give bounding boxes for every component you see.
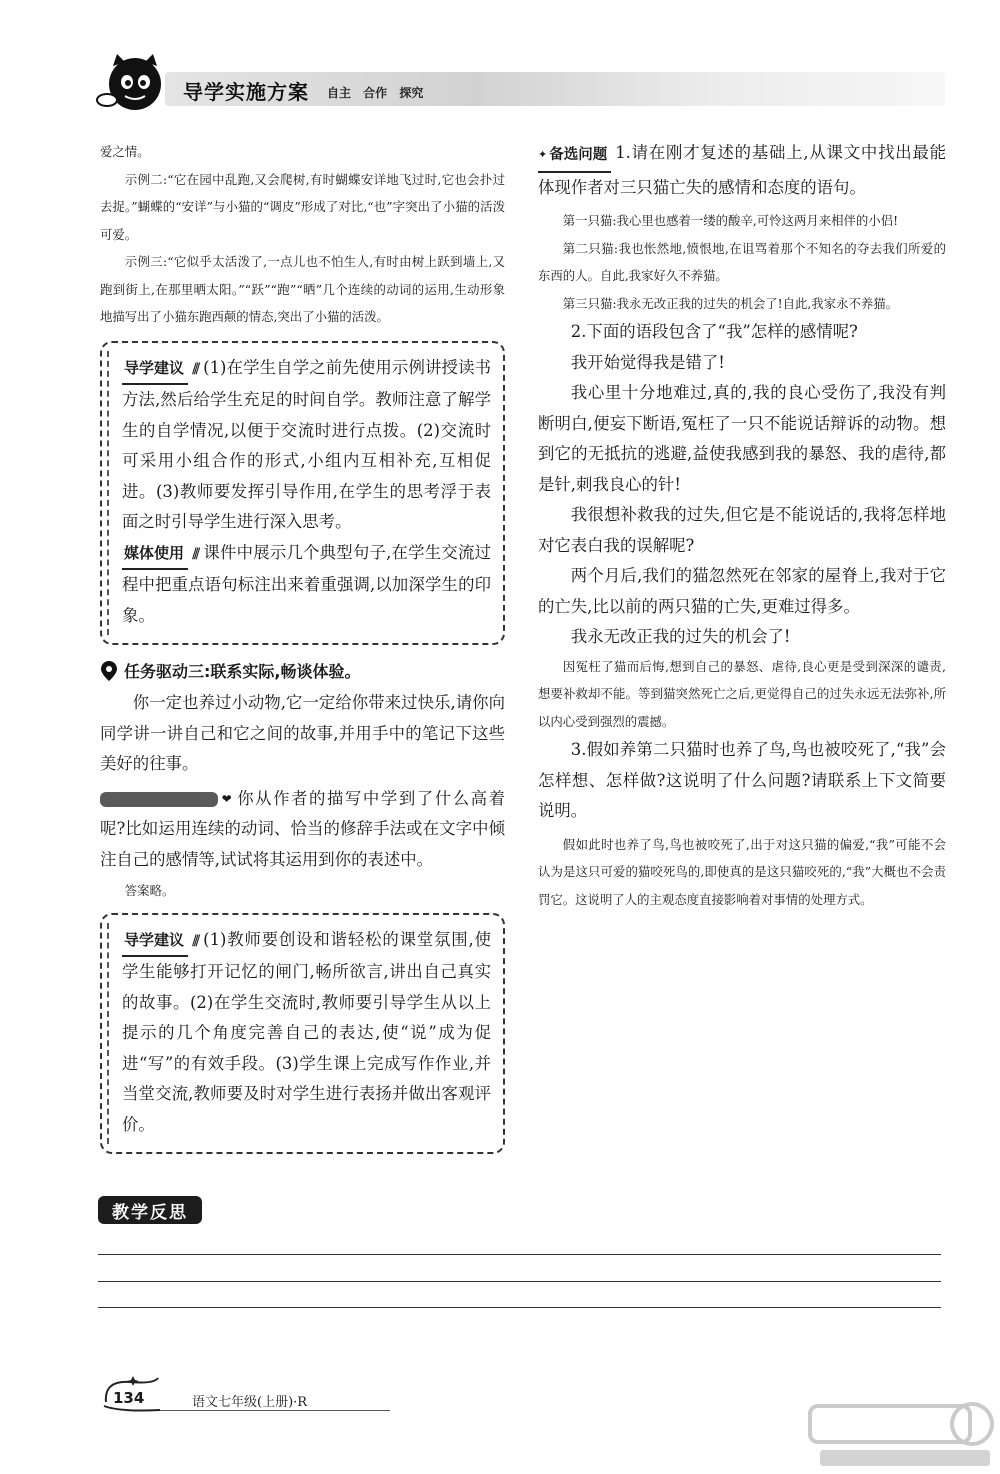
paragraph: 爱之情。	[100, 144, 150, 159]
quote-paragraph-2: 我心里十分地难过,真的,我的良心受伤了,我没有判断明白,便妄下断语,冤枉了一只不能说话辩诉的动物。想到它的无抵抗的逃避,益使我感到我的暴怒、我的虐待,都是针,刺我良心的针!	[538, 383, 946, 494]
guidance-body: (1)在学生自学之前先使用示例讲授读书方法,然后给学生充足的时间自学。教师注意了解学生的自学情况,以便于交流时进行点拨。(2)交流时可采用小组合作的形式,小组内互相补充,互相促进。(3)教师要发挥引导作用,在学生的思考浮于表面之时引导学生进行深入思考。	[122, 357, 491, 531]
writing-line[interactable]	[98, 1307, 941, 1308]
watermark-logo-icon	[800, 1398, 1000, 1472]
backup-question-1	[538, 138, 946, 203]
scribble-label-icon	[100, 792, 218, 807]
answer-1-cat3: 第三只猫:我永无改正我的过失的机会了!自此,我家永不养猫。	[562, 295, 899, 311]
slash-icon: ///	[192, 932, 198, 949]
header-title: 导学实施方案	[183, 80, 309, 104]
task-heading	[100, 659, 505, 682]
quote-paragraph-4: 两个月后,我们的猫忽然死在邻家的屋脊上,我对于它的亡失,比以前的两只猫的亡失,更难过得多。	[538, 566, 946, 616]
footer-rule	[160, 1410, 390, 1411]
sparkle-icon: ✦	[538, 148, 547, 161]
question-2: 2.下面的语段包含了“我”怎样的感情呢?	[570, 322, 858, 341]
guidance-tag-2: 导学建议	[122, 925, 188, 958]
reflection-title-text: 教学反思	[112, 1202, 188, 1223]
answer-1-cat2: 第二只猫:我也怅然地,愤恨地,在诅骂着那个不知名的夺去我们所爱的东西的人。自此,我家好久不养猫。	[538, 240, 946, 283]
book-title: 语文七年级(上册)·R	[192, 1395, 308, 1410]
question-1-text: 1.请在刚才复述的基础上,从课文中找出最能体现作者对三只猫亡失的感情和态度的语句。	[538, 143, 946, 197]
guidance-body-2: (1)教师要创设和谐轻松的课堂氛围,使学生能够打开记忆的闸门,畅所欲言,讲出自己真实的故事。(2)在学生交流时,教师要引导学生从以上提示的几个角度完善自己的表达,使“说”成为促进“写”的有效手段。(3)学生课上完成写作作业,并当堂交流,教师要及时对学生进行表扬并做出客观评价。	[122, 929, 491, 1134]
guidance-text-2	[122, 925, 491, 1141]
example-three: 示例三:“它似乎太活泼了,一点儿也不怕生人,有时由树上跃到墙上,又跑到街上,在那里晒太阳。”“跃”“跑”“晒”几个连续的动词的运用,生动形象地描写出了小猫东跑西颠的情态,突出了小猫的活泼。	[100, 254, 505, 324]
backup-title-text: 备选问题	[549, 147, 608, 163]
media-text	[122, 538, 491, 632]
question-3: 3.假如养第二只猫时也养了鸟,鸟也被咬死了,“我”会怎样想、怎样做?这说明了什么问题?请联系上下文简要说明。	[538, 740, 946, 820]
right-column	[538, 138, 946, 913]
quote-paragraph-1: 我开始觉得我是错了!	[570, 352, 725, 372]
writing-line[interactable]	[98, 1254, 941, 1255]
example-two: 示例二:“它在园中乱跑,又会爬树,有时蝴蝶安详地飞过时,它也会扑过去捉。”蝴蝶的“安详”与小猫的“调皮”形成了对比,“也”字突出了小猫的活泼可爱。	[100, 171, 505, 242]
left-column	[100, 138, 505, 1154]
backup-title	[538, 140, 611, 173]
answer-1-cat1: 第一只猫:我心里也感着一缕的酸辛,可怜这两月来相伴的小侣!	[562, 213, 899, 228]
task-text: 你一定也养过小动物,它一定给你带来过快乐,请你向同学讲一讲自己和它之间的故事,并用手中的笔记下这些美好的往事。	[100, 693, 505, 773]
media-tag: 媒体使用	[122, 538, 188, 571]
slash-icon: ///	[192, 360, 198, 377]
reflection-title	[98, 1196, 202, 1224]
slash-icon: ///	[192, 545, 198, 562]
question-paragraph	[100, 784, 505, 876]
guidance-tag: 导学建议	[122, 353, 188, 386]
answer-text: 答案略。	[124, 883, 175, 899]
question-text: 你从作者的描写中学到了什么高着呢?比如运用连续的动词、恰当的修辞手法或在文字中倾注自己的感情等,试试将其运用到你的表述中。	[100, 788, 506, 869]
guidance-text	[122, 353, 491, 538]
cat-mascot-icon	[95, 52, 173, 114]
writing-line[interactable]	[98, 1281, 941, 1282]
guidance-box	[100, 341, 505, 646]
header-subtitle: 自主 合作 探究	[327, 86, 424, 100]
page-header	[95, 52, 945, 114]
guidance-box-2	[100, 913, 505, 1155]
quote-paragraph-5: 我永无改正我的过失的机会了!	[570, 627, 791, 646]
answer-2: 因冤枉了猫而后悔,想到自己的暴怒、虐待,良心更是受到深深的谴责,想要补救却不能。等到猫突然死亡之后,更觉得自己的过失永远无法弥补,所以内心受到强烈的震撼。	[538, 658, 946, 729]
heart-icon: ❤	[220, 791, 234, 806]
answer-3: 假如此时也养了鸟,鸟也被咬死了,出于对这只猫的偏爱,“我”可能不会认为是这只可爱的猫咬死鸟的,即使真的是这只猫咬死的,“我”大概也不会责罚它。这说明了人的主观态度直接影响着对事情的处理方式。	[538, 836, 947, 907]
quote-paragraph-3: 我很想补救我的过失,但它是不能说话的,我将怎样地对它表白我的误解呢?	[538, 505, 946, 555]
task-label: 任务驱动三:联系实际,畅谈体验。	[124, 662, 361, 681]
location-pin-icon	[100, 660, 118, 682]
page-number: 134	[113, 1389, 145, 1407]
media-body: 课件中展示几个典型句子,在学生交流过程中把重点语句标注出来着重强调,以加深学生的印象。	[122, 542, 491, 625]
